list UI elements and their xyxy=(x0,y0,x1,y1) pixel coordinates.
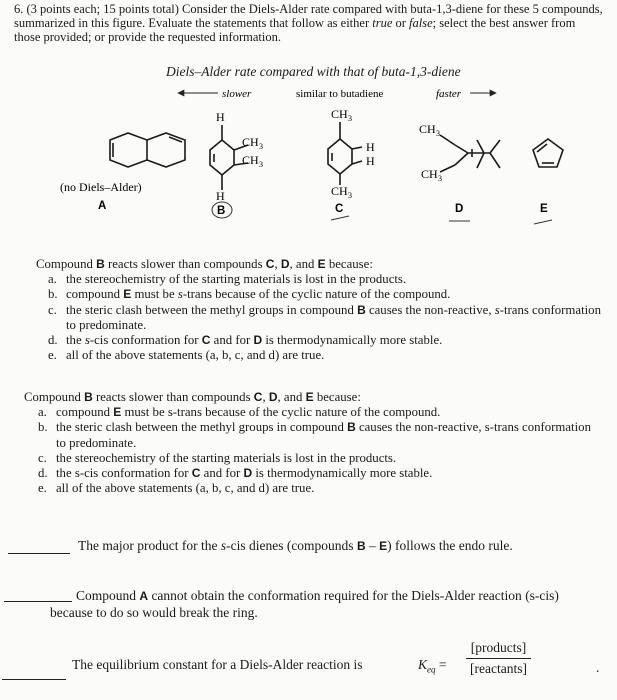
answer-blank-3[interactable] xyxy=(2,679,66,680)
block1-option-e[interactable]: e. all of the above statements (a, b, c, and d) are true. xyxy=(48,348,325,363)
k-eq-fraction xyxy=(466,640,531,677)
false-word: false xyxy=(409,16,433,30)
faster-label: faster xyxy=(436,88,462,100)
svg-text:CH: CH xyxy=(242,153,259,167)
statement-2: Compound A cannot obtain the conformation required for the Diels-Alder reaction (s-cis) xyxy=(76,588,559,603)
compound-c-structure xyxy=(328,122,362,185)
similar-label: similar to butadiene xyxy=(296,88,384,100)
compound-a-structure xyxy=(110,133,185,167)
question-points: (3 points each; 15 points total) xyxy=(26,2,179,16)
block2-option-b[interactable]: b. the steric clash between the methyl groups in compound B causes the non-reactive, s-trans conformation to predominate. xyxy=(38,420,591,450)
label-d: D xyxy=(455,203,464,215)
label-b: B xyxy=(217,205,226,217)
statement-3: The equilibrium constant for a Diels-Alder reaction is xyxy=(72,657,363,672)
slower-label: slower xyxy=(222,88,252,100)
svg-text:H: H xyxy=(216,110,225,124)
answer-blank-1[interactable] xyxy=(8,553,70,554)
k-eq-symbol: $K_{eq}$ = xyxy=(418,657,447,675)
question-text: Consider the Diels-Alder rate compared with buta-1,3-diene for these 5 compounds, summarized in this figure. Evaluate the statements that follow as either xyxy=(14,2,603,30)
svg-text:3: 3 xyxy=(348,114,352,123)
question-number: 6. xyxy=(14,2,24,16)
block1-option-d[interactable]: d. the s-cis conformation for C and for D is thermodynamically more stable. xyxy=(48,333,443,348)
statement-2-cont: because to do so would break the ring. xyxy=(50,605,258,620)
svg-text:3: 3 xyxy=(348,191,352,200)
answer-blank-2[interactable] xyxy=(4,601,72,602)
question-block-2 xyxy=(24,390,604,496)
label-c: C xyxy=(335,203,344,215)
svg-text:CH: CH xyxy=(421,167,438,181)
svg-text:CH: CH xyxy=(331,107,348,121)
label-a: A xyxy=(98,200,107,212)
label-e: E xyxy=(540,203,548,215)
block1-option-b[interactable]: b. compound E must be s-trans because of the cyclic nature of the compound. xyxy=(48,287,451,302)
svg-text:3: 3 xyxy=(259,160,263,169)
block1-lead: Compound B reacts slower than compounds C, D, and E because: xyxy=(36,257,373,271)
compound-e-structure xyxy=(533,139,563,167)
question-header: 6. (3 points each; 15 points total) Consider the Diels-Alder rate compared with buta-1,3-diene for these 5 compounds, summarized in this figure. Evaluate the statements that follow as either true or false; select the best answer from those provided; or provide the requested information. xyxy=(14,2,603,44)
no-diels-alder-label: (no Diels–Alder) xyxy=(60,180,142,194)
block2-option-e[interactable]: e. all of the above statements (a, b, c, and d) are true. xyxy=(38,481,315,496)
svg-text:3: 3 xyxy=(259,142,263,151)
svg-text:H: H xyxy=(216,189,225,203)
svg-text:H: H xyxy=(366,154,375,168)
svg-text:H: H xyxy=(366,140,375,154)
statement-1: The major product for the s-cis dienes (compounds B – E) follows the endo rule. xyxy=(78,538,513,553)
svg-text:CH: CH xyxy=(331,184,348,198)
compound-d-structure xyxy=(440,135,500,172)
true-word: true xyxy=(372,16,393,30)
svg-text:3: 3 xyxy=(438,174,442,183)
svg-text:CH: CH xyxy=(419,122,436,136)
block2-lead: Compound B reacts slower than compounds C, D, and E because: xyxy=(24,390,361,404)
block1-option-c[interactable]: c. the steric clash between the methyl groups in compound B causes the non-reactive, s-trans conformation to predominate. xyxy=(48,302,601,332)
diene-rate-figure xyxy=(0,80,617,240)
block2-option-d[interactable]: d. the s-cis conformation for C and for D is thermodynamically more stable. xyxy=(38,466,433,481)
block2-option-a[interactable]: a. compound E must be s-trans because of the cyclic nature of the compound. xyxy=(38,405,441,420)
svg-text:3: 3 xyxy=(436,129,440,138)
fraction-denominator: [reactants] xyxy=(470,661,527,676)
block2-option-c[interactable]: c. the stereochemistry of the starting materials is lost in the products. xyxy=(38,450,397,465)
fraction-numerator: [products] xyxy=(466,640,531,659)
block1-option-a[interactable]: a. the stereochemistry of the starting materials is lost in the products. xyxy=(48,272,407,287)
svg-text:CH: CH xyxy=(242,135,259,149)
question-block-1 xyxy=(36,257,606,363)
figure-title: Diels–Alder rate compared with that of buta-1,3-diene xyxy=(166,64,461,79)
